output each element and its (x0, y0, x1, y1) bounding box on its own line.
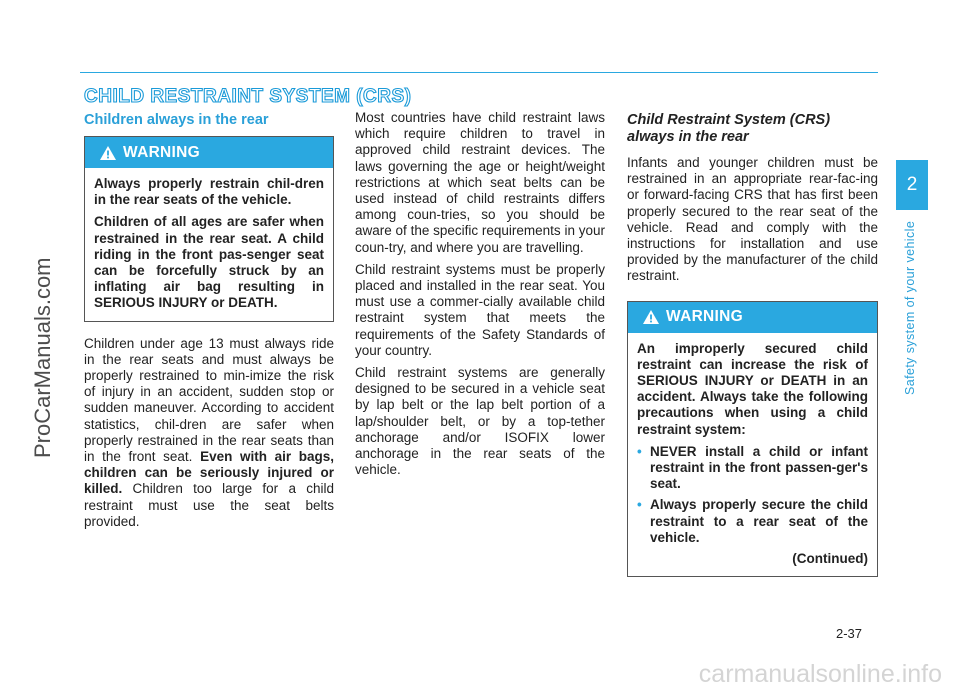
warning-box-2 (627, 301, 878, 578)
watermark-procarmanuals: ProCarManuals.com (30, 257, 55, 458)
body-paragraph: Child restraint systems are generally designed to be secured in a vehicle seat by lap belt or the lap belt portion of a lap/shoulder belt, or by a top-tether anchorage and/or ISOFIX lower anchorage in the rear seats of the vehicle. (355, 365, 605, 478)
bullet-text: NEVER install a child or infant restraint in the front passen-ger's seat. (650, 443, 868, 492)
warning-triangle-icon (99, 145, 117, 161)
warning-box-1 (84, 136, 334, 322)
heading-crs-rear: Child Restraint System (CRS) always in the rear (627, 112, 831, 145)
column-3 (627, 110, 878, 591)
body-bold-text: Even with air bags, children can be seriously injured or killed. (84, 449, 334, 497)
warning-intro: An improperly secured child restraint can increase the risk of SERIOUS INJURY or DEATH in an accident. Always take the following precautions when using a child restraint system: (637, 340, 868, 437)
body-paragraph (84, 336, 334, 530)
watermark-carmanualsonline: carmanualsonline.info (698, 660, 942, 688)
body-text: Children under age 13 must always ride in the rear seats and must always be properly restrained to min-imize the risk of injury in an accident, sudden stop or sudden maneuver. According to accident statistics, chil-dren are safer when properly restrained in the rear seats than in the front seat. (84, 335, 334, 465)
warning-triangle-icon (642, 309, 660, 325)
chapter-title: Safety system of your vehicle (903, 220, 917, 395)
continued-label: (Continued) (792, 551, 868, 567)
warning-body (85, 168, 333, 321)
warning-label: WARNING (123, 143, 201, 161)
page-number: 2-37 (836, 626, 863, 641)
warning-header (85, 137, 333, 168)
warning-paragraph: Children of all ages are safer when restrained in the rear seat. A child riding in the front pas-senger seat can be forcefully struck by an inflating air bag resulting in SERIOUS INJURY or DEATH. (94, 214, 324, 311)
bullet-dot-icon: • (637, 497, 642, 513)
body-paragraph: Most countries have child restraint laws which require children to travel in approved child restraint devices. The laws governing the age or height/weight restrictions at which seat belts can be used instead of child restraints differs among coun-tries, so you should be aware of the specific requirements in your coun-try, and where you are travelling. (355, 110, 605, 255)
bullet-text: Always properly secure the child restraint to a rear seat of the vehicle. (650, 497, 868, 545)
warning-header (628, 302, 877, 333)
warning-bullet-item (637, 497, 868, 546)
warning-bullet-list (637, 444, 868, 546)
warning-paragraph: Always properly restrain chil-dren in the rear seats of the vehicle. (94, 176, 324, 208)
bullet-dot-icon: • (637, 443, 642, 459)
warning-bullet-item (637, 444, 868, 493)
warning-body (628, 333, 877, 577)
column-1 (84, 110, 334, 536)
column-2 (355, 110, 605, 484)
body-paragraph: Child restraint systems must be properly placed and installed in the rear seat. You must use a commer-cially available child restraint system that meets the requirements of the Safety Standards of your country. (355, 261, 605, 358)
chapter-tab: 2 (896, 160, 928, 210)
section-title: CHILD RESTRAINT SYSTEM (CRS) (84, 86, 412, 107)
heading-children-rear: Children always in the rear (84, 112, 269, 128)
top-rule (80, 72, 878, 73)
warning-label: WARNING (666, 308, 744, 326)
body-paragraph: Infants and younger children must be restrained in an appropriate rear-fac-ing or forward-facing CRS that has first been properly secured to the rear seat of the vehicle. Read and comply with the instructions for installation and use provided by the manufacturer of the child restraint. (627, 155, 878, 284)
body-text: Children too large for a child restraint must use the seat belts provided. (84, 481, 334, 529)
